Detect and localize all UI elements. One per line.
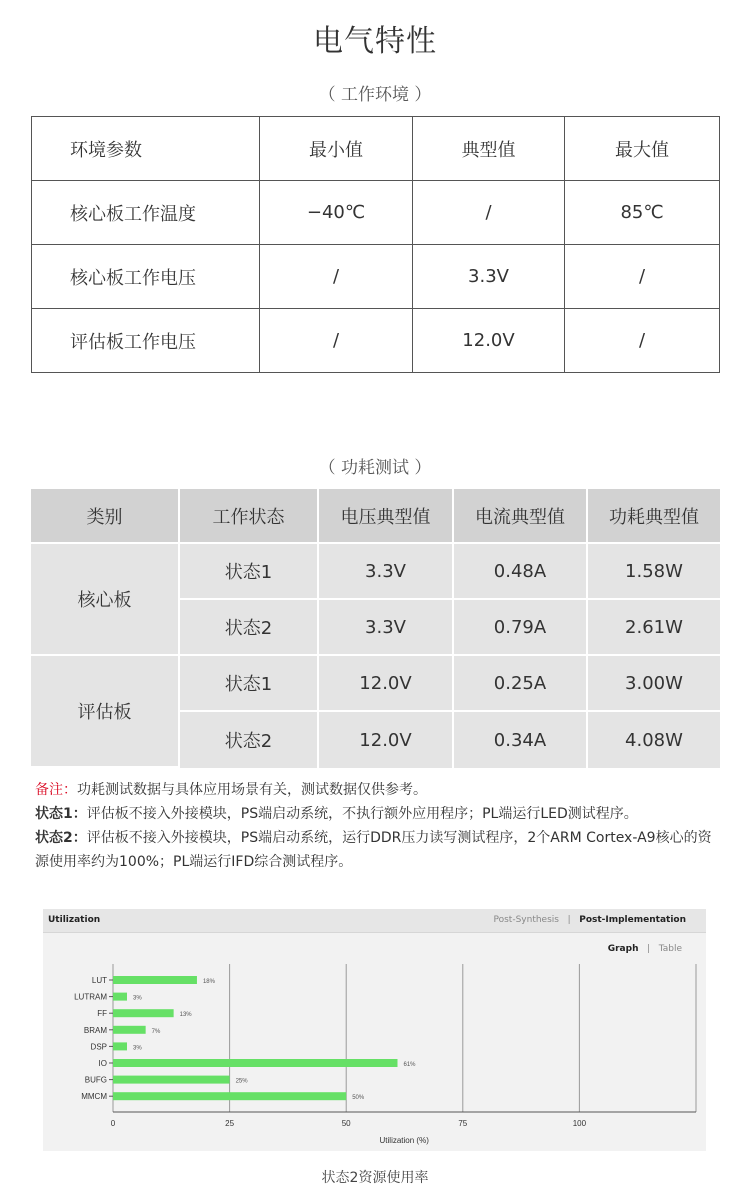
power-cell: 12.0V [319,656,454,712]
power-cell: 0.48A [454,544,588,600]
power-cell: 状态2 [180,600,319,656]
env-cell: −40℃ [260,181,413,245]
power-table [31,489,720,768]
category-label: MMCM [81,1092,107,1102]
category-label: DSP [90,1042,107,1052]
power-header-cell: 功耗典型值 [588,489,720,544]
x-tick-label: 100 [572,1119,587,1128]
remark-text: 功耗测试数据与具体应用场景有关，测试数据仅供参考。 [77,782,427,798]
bar-value-label: 50% [352,1095,365,1102]
env-row [32,245,720,309]
chart-caption: 状态2资源使用率 [321,1170,429,1186]
utilization-chart-panel [43,909,706,1151]
env-cell: 评估板工作电压 [32,309,260,373]
env-row [32,181,720,245]
view-separator: | [647,944,651,954]
env-row [32,309,720,373]
env-header-cell: 最大值 [565,117,720,181]
environment-table [31,116,720,373]
x-tick-label: 25 [225,1119,235,1128]
notes [35,778,725,874]
bar-value-label: 25% [235,1078,248,1085]
bar [113,1009,174,1017]
bar-value-label: 61% [403,1062,416,1068]
power-cell: 4.08W [588,712,720,768]
state2-line [35,826,725,874]
state2-label: 状态2： [35,830,87,846]
power-header-cell: 类别 [31,489,180,544]
power-header-row [31,489,720,544]
power-cell: 0.25A [454,656,588,712]
power-cell: 12.0V [319,712,454,768]
env-cell: / [565,309,720,373]
env-cell: 3.3V [413,245,565,309]
bar [113,1059,398,1067]
bar [113,1092,346,1100]
env-cell: 85℃ [565,181,720,245]
env-cell: 核心板工作温度 [32,181,260,245]
bar [113,1026,146,1034]
utilization-bar-chart [43,909,706,1151]
tab-post-implementation[interactable]: Post-Implementation [579,915,686,925]
chart-header-title: Utilization [48,915,101,925]
state1-label: 状态1： [35,806,87,822]
power-cell: 2.61W [588,600,720,656]
tab-separator: | [567,915,571,925]
bar [113,1076,230,1084]
bar-value-label: 18% [202,979,215,985]
x-axis-label: Utilization (%) [379,1136,429,1145]
env-header-cell: 最小值 [260,117,413,181]
env-cell: 12.0V [413,309,565,373]
category-label: FF [97,1009,107,1019]
remark-label: 备注： [35,782,77,798]
power-cell: 0.34A [454,712,588,768]
category-label: LUTRAM [74,992,107,1002]
bar-value-label: 13% [179,1012,192,1019]
category-label: LUT [91,976,107,985]
tab-post-synthesis[interactable]: Post-Synthesis [493,915,559,925]
category-label: BUFG [84,1075,107,1085]
view-graph-link[interactable]: Graph [607,944,639,954]
env-section-subtitle: （ 工作环境 ） [318,85,432,105]
power-header-cell: 电流典型值 [454,489,588,544]
env-header-row [32,117,720,181]
env-header-cell: 典型值 [413,117,565,181]
power-category-cell: 核心板 [31,544,180,656]
category-label: IO [98,1059,107,1068]
env-cell: / [260,245,413,309]
x-tick-label: 0 [110,1119,116,1128]
bar-value-label: 3% [132,1045,142,1052]
env-cell: / [260,309,413,373]
power-section-subtitle: （ 功耗测试 ） [318,458,432,478]
power-cell: 0.79A [454,600,588,656]
power-cell: 状态1 [180,656,319,712]
remark-line [35,778,725,802]
view-table-link[interactable]: Table [658,944,682,954]
power-row [31,544,720,600]
page-title: 电气特性 [313,24,437,59]
power-category-cell: 评估板 [31,656,180,768]
bar [113,976,197,984]
category-label: BRAM [83,1025,107,1035]
state1-line [35,802,725,826]
power-cell: 3.00W [588,656,720,712]
state1-text: 评估板不接入外接模块，PS端启动系统，不执行额外应用程序；PL端运行LED测试程序。 [86,806,638,822]
state2-text: 评估板不接入外接模块，PS端启动系统，运行DDR压力读写测试程序，2个ARM Cortex-A9核心的资源使用率约为100%；PL端运行IFD综合测试程序。 [35,830,712,870]
env-cell: / [413,181,565,245]
env-cell: / [565,245,720,309]
bar-value-label: 7% [151,1028,161,1035]
bar [113,993,127,1001]
power-cell: 3.3V [319,544,454,600]
power-header-cell: 工作状态 [180,489,319,544]
bar-value-label: 3% [132,995,142,1002]
bar [113,1042,127,1050]
x-tick-label: 50 [341,1119,351,1128]
power-cell: 3.3V [319,600,454,656]
power-cell: 1.58W [588,544,720,600]
env-header-cell: 环境参数 [32,117,260,181]
x-tick-label: 75 [458,1119,468,1128]
power-cell: 状态1 [180,544,319,600]
power-cell: 状态2 [180,712,319,768]
power-row [31,656,720,712]
env-cell: 核心板工作电压 [32,245,260,309]
power-header-cell: 电压典型值 [319,489,454,544]
